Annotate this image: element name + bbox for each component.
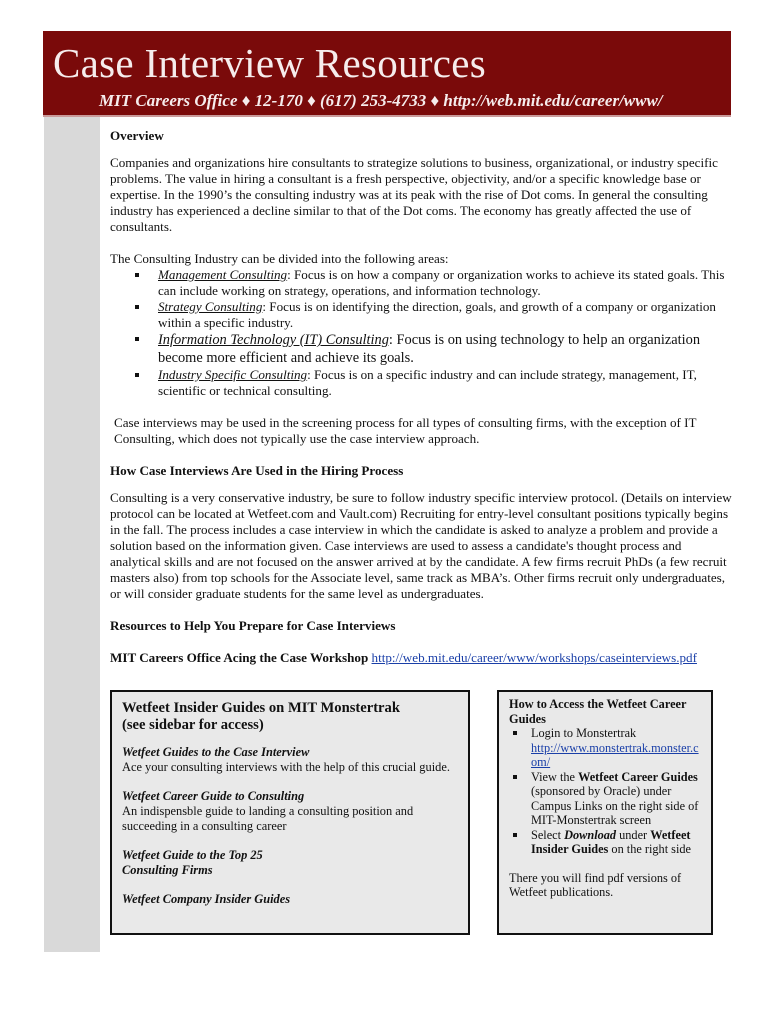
- workshop-link[interactable]: http://web.mit.edu/career/www/workshops/caseinterviews.pdf: [371, 650, 697, 665]
- hiring-heading: How Case Interviews Are Used in the Hiring Process: [110, 463, 404, 478]
- list-item: [531, 770, 703, 828]
- area-term: Management Consulting: [158, 267, 288, 282]
- overview-heading: Overview: [110, 128, 164, 143]
- area-term: Information Technology (IT) Consulting: [158, 332, 389, 348]
- box-title: Wetfeet Insider Guides on MIT Monstertrak: [122, 700, 400, 716]
- decorative-sidebar-strip: [44, 117, 100, 952]
- step-bold-text: Wetfeet Career Guides: [578, 769, 698, 784]
- bullet-icon: [513, 731, 517, 735]
- guide-description: An indispensble guide to landing a consulting position and succeeding in a consulting career: [122, 804, 414, 833]
- area-text: : Focus is on using technology to help an organization become more efficient and achieve its goals.: [158, 332, 701, 366]
- main-content: [110, 128, 735, 666]
- area-term: Industry Specific Consulting: [158, 367, 308, 382]
- wetfeet-guides-box: [110, 690, 470, 935]
- area-text: : Focus is on how a company or organization works to achieve its stated goals. This can include working on strategy, operations, and information technology.: [158, 267, 725, 298]
- list-item: [158, 267, 735, 299]
- page-title: Case Interview Resources: [53, 40, 486, 86]
- access-instructions-box: [497, 690, 713, 935]
- step-text: View the: [531, 769, 579, 784]
- overview-paragraph: Companies and organizations hire consultants to strategize solutions to business, organizational, or industry specific problems. The value in hiring a consultant is a fresh perspective, objectivity, and/or a specific knowledge base or expertise. In the 1990’s the consulting industry was at its peak with the rise of Dot coms. In general the consulting industry has experienced a decline similar to that of the Dot coms. The economy has greatly affected the use of consultants.: [110, 155, 718, 234]
- guide-title: Wetfeet Guides to the Case Interview: [122, 745, 310, 759]
- step-text: (sponsored by Oracle) under Campus Links on the right side of MIT-Monstertrak screen: [531, 784, 699, 827]
- area-text: : Focus is on a specific industry and can include strategy, management, IT, scientific or technical consulting.: [158, 367, 697, 398]
- guide-title: Wetfeet Career Guide to Consulting: [122, 789, 305, 803]
- list-item: [158, 331, 735, 367]
- area-text: : Focus is on identifying the direction, goals, and growth of a company or organization within a specific industry.: [158, 299, 716, 330]
- step-bold-text: Wetfeet Insider Guides: [531, 827, 691, 856]
- bullet-icon: [135, 373, 139, 377]
- box-footer: There you will find pdf versions of Wetfeet publications.: [509, 870, 682, 899]
- list-item: [531, 726, 703, 770]
- box-subtitle: (see sidebar for access): [122, 717, 264, 733]
- areas-intro: The Consulting Industry can be divided into the following areas:: [110, 251, 449, 266]
- step-text: Login to Monstertrak: [531, 726, 637, 740]
- list-item: [531, 828, 703, 857]
- guide-title: Wetfeet Company Insider Guides: [122, 892, 291, 906]
- workshop-label: MIT Careers Office Acing the Case Workshop: [110, 650, 369, 665]
- hiring-paragraph: Consulting is a very conservative industry, be sure to follow industry specific interview protocol. (Details on interview protocol can be located at Wetfeet.com and Vault.com) Recruiting for entry-level consultant positions typically begins in the fall. The process includes a case interview in which the candidate is asked to analyze a problem and provide a solution based on the information given. Case interviews are used to assess a candidate's thought process and analytical skills and are not focused on the answer arrived at by the candidate. A few firms recruit PhDs (a few recruit masters also) from top schools for the Associate level, same track as MBA’s. Other firms recruit only undergraduates, or will consider graduate students for the same level as undergraduates.: [110, 490, 732, 601]
- guide-title-cont: Consulting Firms: [122, 863, 213, 877]
- consulting-areas-list: [110, 267, 735, 399]
- area-term: Strategy Consulting: [158, 299, 263, 314]
- guide-description: Ace your consulting interviews with the help of this crucial guide.: [122, 760, 450, 774]
- bullet-icon: [513, 833, 517, 837]
- step-text: Select: [531, 827, 565, 842]
- monstertrak-link[interactable]: http://www.monstertrak.monster.com/: [531, 740, 699, 769]
- screening-note: Case interviews may be used in the screening process for all types of consulting firms, with the exception of IT Consulting, which does not typically use the case interview approach.: [114, 415, 697, 446]
- step-bolditalic-text: Download: [564, 827, 617, 842]
- bullet-icon: [135, 305, 139, 309]
- header-banner: [43, 31, 731, 117]
- bullet-icon: [135, 273, 139, 277]
- guide-title: Wetfeet Guide to the Top 25: [122, 848, 263, 862]
- list-item: [158, 299, 735, 331]
- step-text: on the right side: [608, 842, 691, 856]
- resources-heading: Resources to Help You Prepare for Case Interviews: [110, 618, 396, 633]
- list-item: [158, 367, 735, 399]
- contact-line: MIT Careers Office ♦ 12-170 ♦ (617) 253-4733 ♦ http://web.mit.edu/career/www/: [99, 91, 663, 110]
- bullet-icon: [513, 775, 517, 779]
- step-text: under: [616, 827, 651, 842]
- bullet-icon: [135, 337, 139, 341]
- access-steps-list: [509, 726, 703, 857]
- box-title: How to Access the Wetfeet Career Guides: [509, 697, 687, 726]
